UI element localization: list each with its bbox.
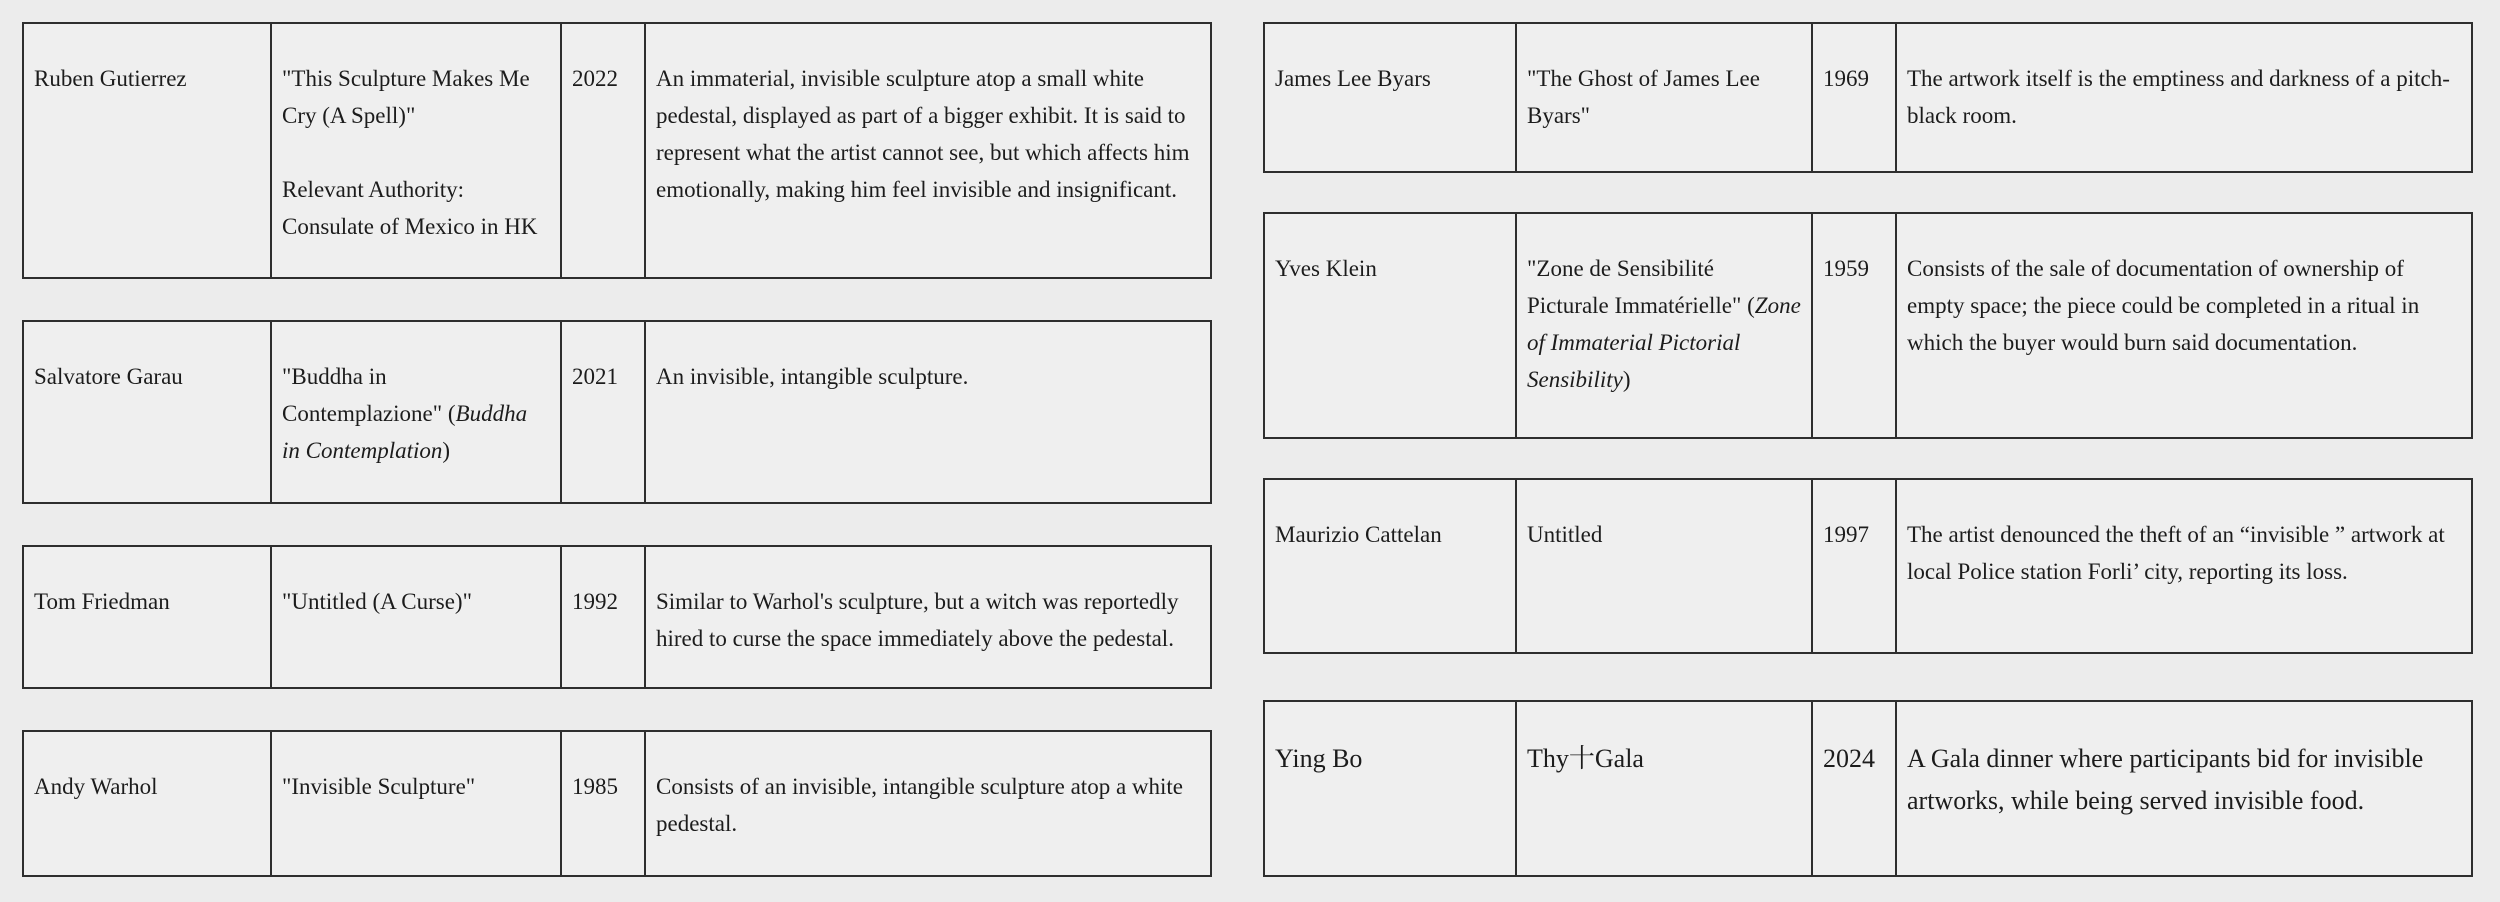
year-cell: 1985 [560, 732, 644, 875]
spacer [282, 134, 550, 171]
description-cell: A Gala dinner where participants bid for invisible artworks, while being served invisible food. [1895, 702, 2471, 875]
artist-cell: Yves Klein [1275, 256, 1377, 281]
year-cell: 2021 [560, 322, 644, 502]
artist-cell: Maurizio Cattelan [1275, 522, 1442, 547]
title-cell: "Invisible Sculpture" [270, 732, 560, 875]
year-cell: 1992 [560, 547, 644, 687]
title-cell: Untitled [1515, 480, 1811, 652]
title-cell [270, 24, 560, 277]
table-row [22, 22, 1212, 279]
title-text: "Buddha in Contemplazione" ( [282, 364, 456, 426]
artist-cell: Salvatore Garau [34, 364, 183, 389]
title-translation: Zone of Immaterial Pictorial Sensibility [1527, 293, 1801, 392]
artist-cell: James Lee Byars [1275, 66, 1431, 91]
artist-cell: Ruben Gutierrez [34, 66, 187, 91]
table-row [1263, 22, 2473, 173]
table-row [1263, 478, 2473, 654]
title-text: "Zone de Sensibilité Picturale Immatérielle" ( [1527, 256, 1755, 318]
year-cell: 2024 [1811, 702, 1895, 875]
description-cell: The artist denounced the theft of an “invisible ” artwork at local Police station Forli’ city, reporting its loss. [1895, 480, 2471, 652]
description-cell: Consists of an invisible, intangible sculpture atop a white pedestal. [644, 732, 1210, 875]
title-cell: "The Ghost of James Lee Byars" [1515, 24, 1811, 171]
title-close: ) [1622, 367, 1631, 392]
title-cell [1515, 214, 1811, 437]
year-cell: 1969 [1811, 24, 1895, 171]
title-cell: "Untitled (A Curse)" [270, 547, 560, 687]
title-cell: Thy十Gala [1515, 702, 1811, 875]
title-note: Relevant Authority: Consulate of Mexico in HK [282, 177, 538, 239]
table-row [22, 320, 1212, 504]
title-cell [270, 322, 560, 502]
description-cell: Similar to Warhol's sculpture, but a witch was reportedly hired to curse the space immediately above the pedestal. [644, 547, 1210, 687]
artist-cell: Andy Warhol [34, 774, 158, 799]
artist-cell: Tom Friedman [34, 589, 170, 614]
year-cell: 2022 [560, 24, 644, 277]
table-row [1263, 700, 2473, 877]
title-close: ) [442, 438, 451, 463]
title-translation: Buddha in Contemplation [282, 401, 528, 463]
description-cell: Consists of the sale of documentation of ownership of empty space; the piece could be completed in a ritual in which the buyer would burn said documentation. [1895, 214, 2471, 437]
description-cell: An invisible, intangible sculpture. [644, 322, 1210, 502]
title-text: "This Sculpture Makes Me Cry (A Spell)" [282, 66, 530, 128]
table-row [22, 545, 1212, 689]
description-cell: An immaterial, invisible sculpture atop a small white pedestal, displayed as part of a bigger exhibit. It is said to represent what the artist cannot see, but which affects him emotionally, making him feel invisible and insignificant. [644, 24, 1210, 277]
year-cell: 1959 [1811, 214, 1895, 437]
table-row [22, 730, 1212, 877]
table-row [1263, 212, 2473, 439]
year-cell: 1997 [1811, 480, 1895, 652]
description-cell: The artwork itself is the emptiness and darkness of a pitch-black room. [1895, 24, 2471, 171]
artist-cell: Ying Bo [1275, 744, 1363, 773]
